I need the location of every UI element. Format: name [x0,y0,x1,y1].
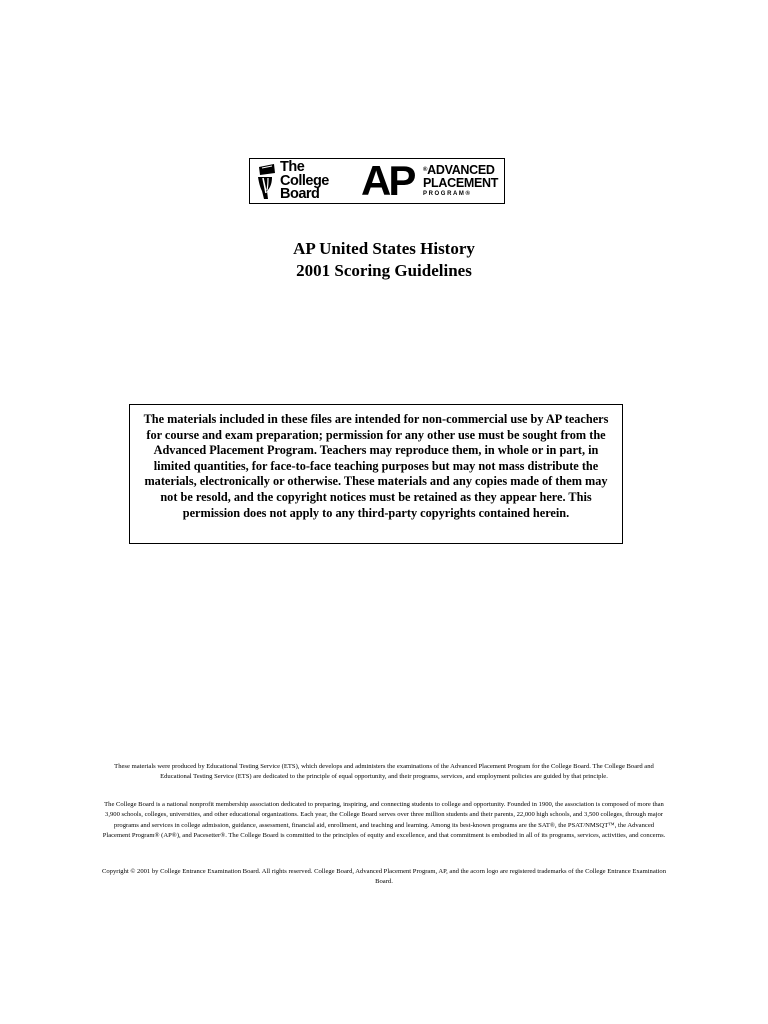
college-board-line-2: College [280,172,329,189]
college-board-wordmark [280,161,329,202]
footer-copyright: Copyright © 2001 by College Entrance Examination Board. All rights reserved. College Board, Advanced Placement Program, AP, and the acorn logo are registered trademarks of the College Entrance Examination Board. [101,868,667,886]
footer-paragraph-college-board: The College Board is a national nonprofit membership association dedicated to preparing, inspiring, and connecting students to college and opportunity. Founded in 1900, the association is composed of more than 3,900 schools, colleges, universities, and other educational organizations. Each year, the College Board serves over three million students and their parents, 22,000 high schools, and 3,500 colleges, through major programs and services in college admission, guidance, assessment, financial aid, enrollment, and teaching and learning. Among its best-known programs are the SAT®, the PSAT/NMSQT™, the Advanced Placement Program® (AP®), and Pacesetter®. The College Board is committed to the principles of equity and excellence, and that commitment is embodied in all of its programs, services, activities, and concerns. [102,801,666,840]
college-board-line-1: The [280,159,305,175]
college-board-line-3: Board [280,186,320,202]
program-line: PROGRAM [423,191,466,197]
advanced-placement-wordmark [423,164,498,199]
college-board-ap-logo [249,158,505,204]
document-title: AP United States History [293,239,475,258]
registered-mark-2: ® [465,191,472,197]
document-subtitle: 2001 Scoring Guidelines [296,261,472,280]
advanced-line: ADVANCED [427,163,495,177]
usage-notice-box [129,404,623,544]
registered-mark: ® [423,167,428,173]
acorn-logo-icon [256,163,278,201]
usage-notice-text: The materials included in these files are intended for non-commercial use by AP teachers for course and exam preparation; permission for any other use must be sought from the Advanced Placement Program. Teachers may reproduce them, in whole or in part, in limited quantities, for face-to-face teaching purposes but may not mass distribute the materials, electronically or otherwise. These materials and any copies made of them may not be resold, and the copyright notices must be retained as they appear here. This permission does not apply to any third-party copyrights contained herein. [143,412,609,520]
ap-wordmark: AP [361,157,414,204]
placement-line: PLACEMENT [423,176,499,190]
footer-paragraph-ets: These materials were produced by Educational Testing Service (ETS), which develops and administers the examinations of the Advanced Placement Program for the College Board. The College Board and Educational Testing Service (ETS) are dedicated to the principle of equal opportunity, and their programs, services, and employment policies are guided by that principle. [114,763,654,781]
